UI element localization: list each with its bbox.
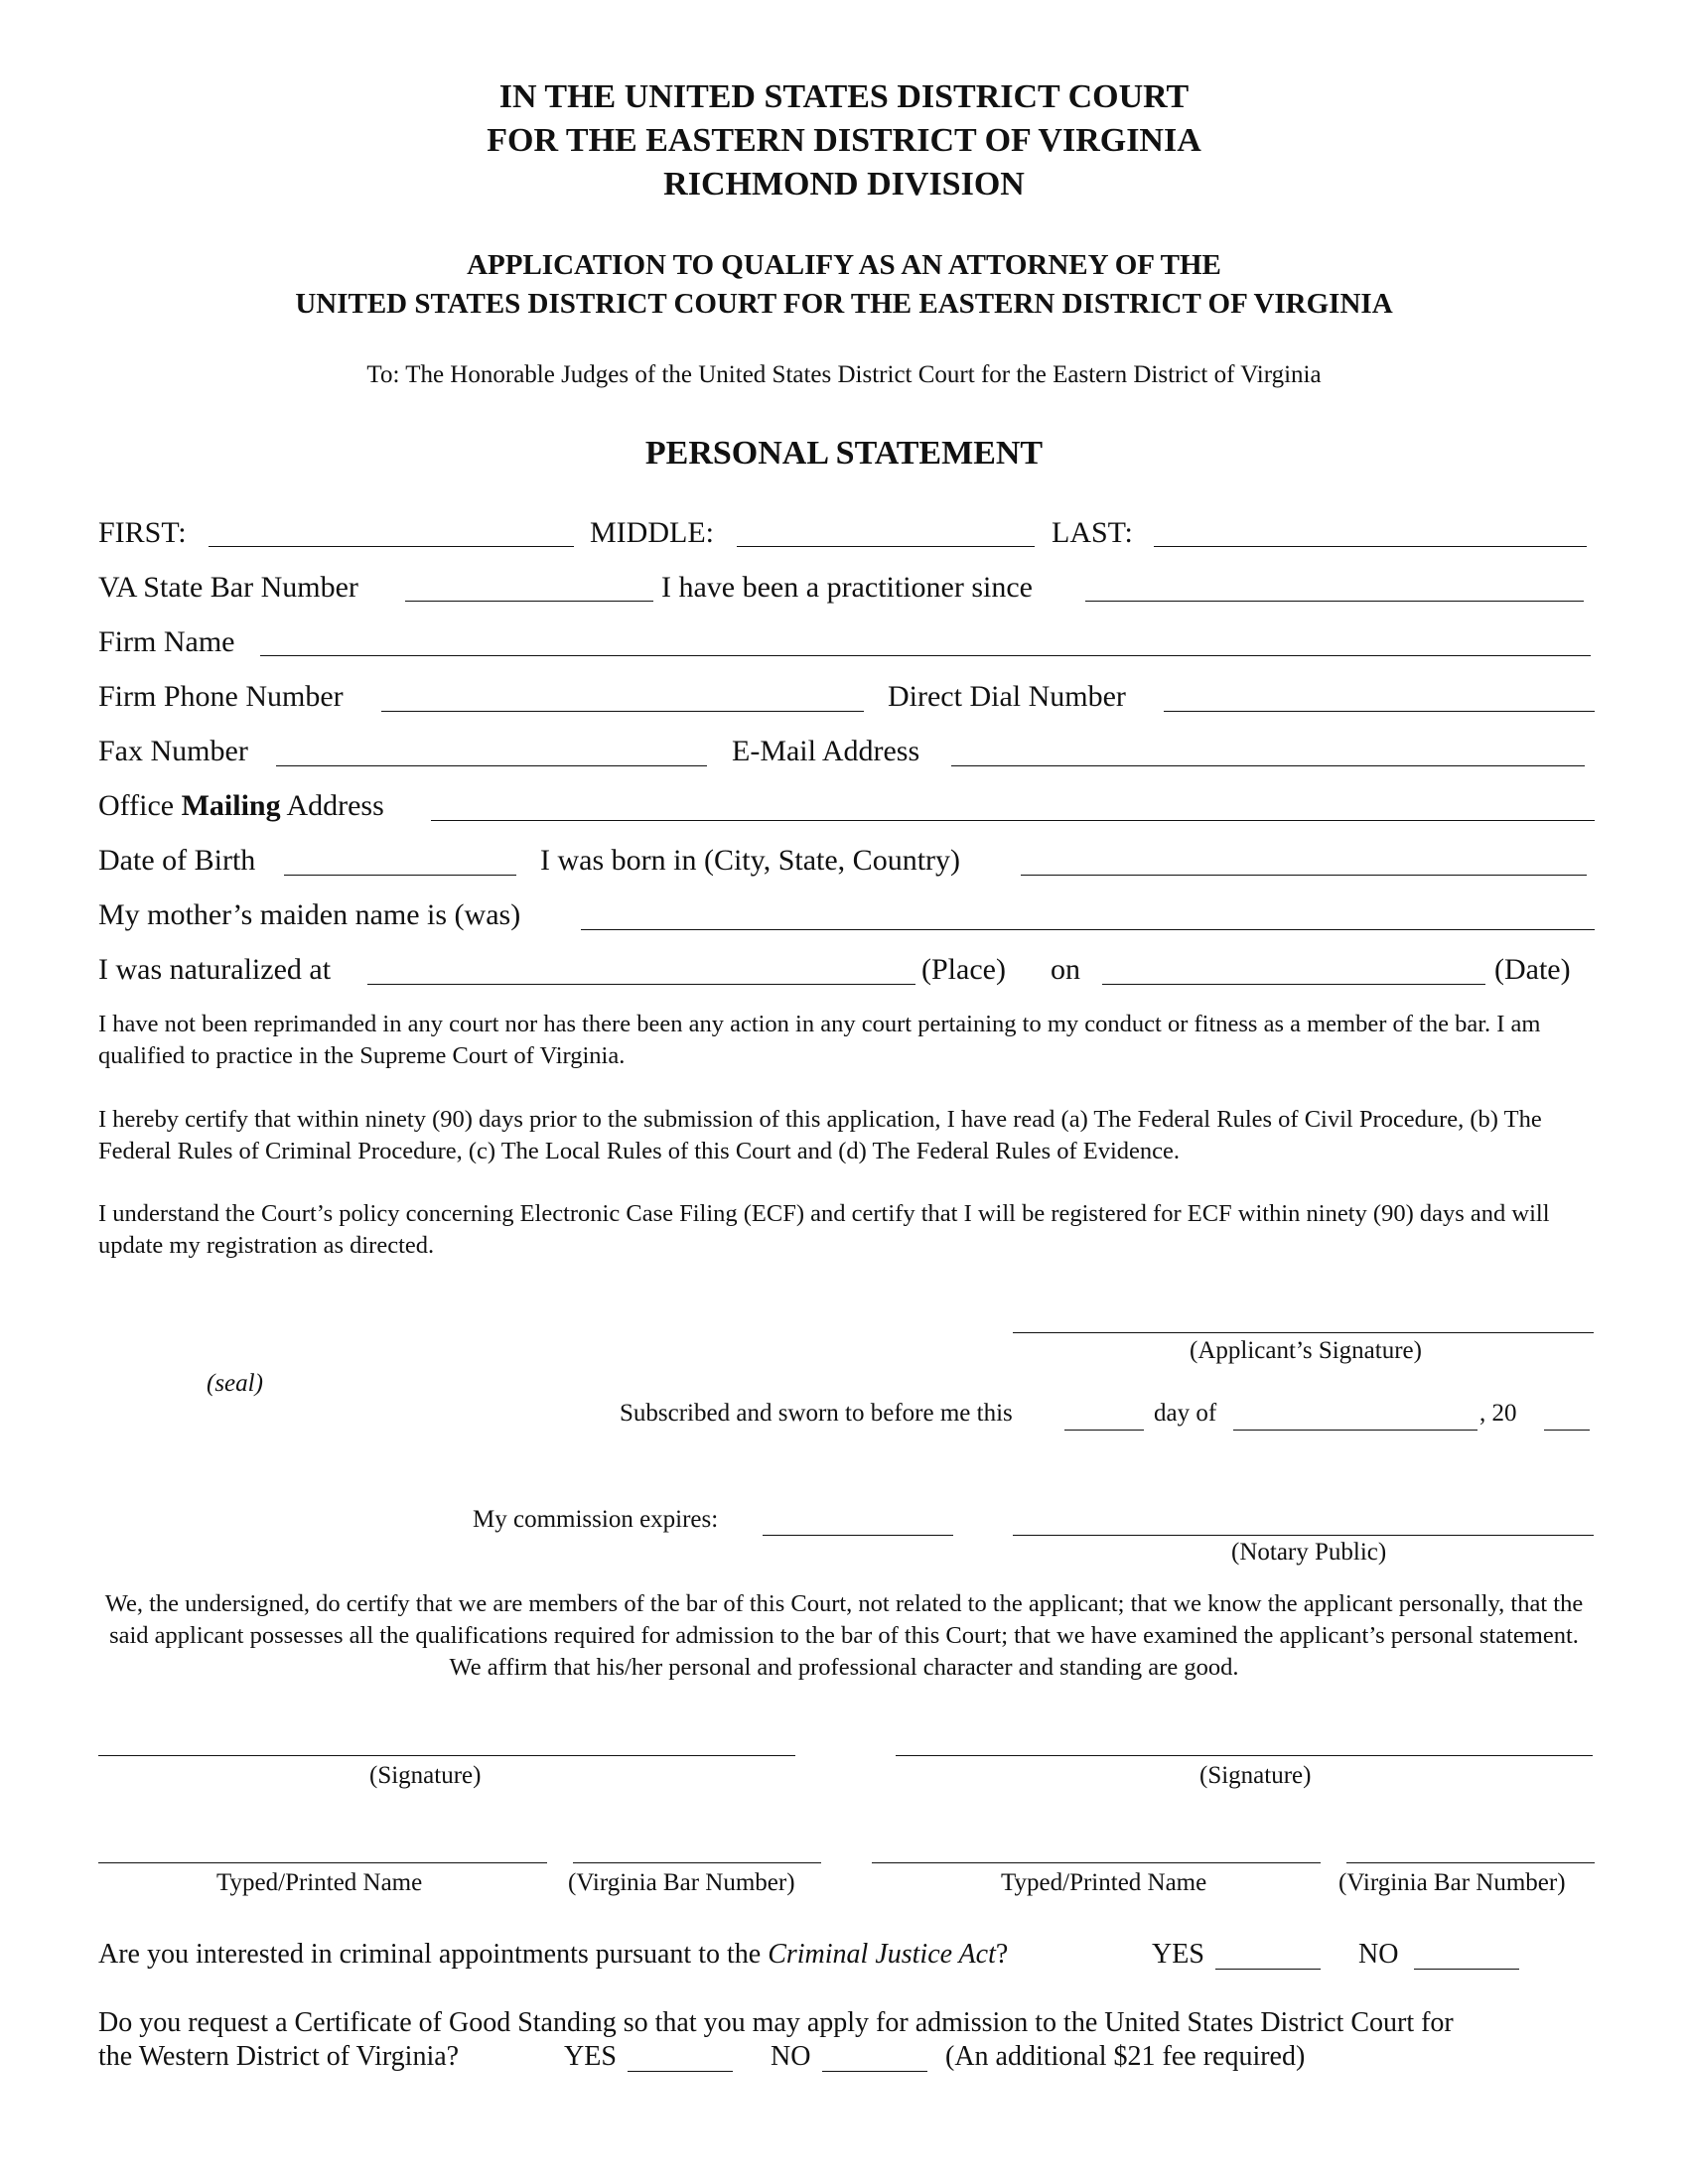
cja-no-label: NO — [1358, 1939, 1399, 1970]
first-name-label: FIRST: — [98, 516, 187, 549]
cgs-no-label: NO — [771, 2041, 811, 2072]
practitioner-since-label: I have been a practitioner since — [661, 571, 1033, 604]
sponsor1-signature-caption: (Signature) — [369, 1762, 482, 1789]
court-title-line-2: FOR THE EASTERN DISTRICT OF VIRGINIA — [487, 122, 1201, 159]
dob-field[interactable] — [284, 875, 516, 876]
mother-maiden-name-field[interactable] — [581, 929, 1595, 930]
court-title-line-3: RICHMOND DIVISION — [663, 166, 1025, 203]
firm-name-field[interactable] — [260, 655, 1591, 656]
court-title-line-1: IN THE UNITED STATES DISTRICT COURT — [498, 78, 1190, 115]
cja-no-field[interactable] — [1414, 1969, 1519, 1970]
sponsor1-bar-number-field[interactable] — [573, 1862, 821, 1863]
last-name-field[interactable] — [1154, 546, 1587, 547]
sworn-year-field[interactable] — [1544, 1430, 1590, 1431]
fax-label: Fax Number — [98, 735, 248, 767]
last-name-label: LAST: — [1052, 516, 1133, 549]
mailing-address-label: Office Mailing Address — [98, 789, 384, 822]
bar-number-field[interactable] — [405, 601, 653, 602]
statement-rules-certification: I hereby certify that within ninety (90) days prior to the submission of this application, I have read (a) The Federal Rules of Civil Procedure, (b) The Federal Rules of Criminal Procedure, (c) The Local Rules of this Court and (d) The Federal Rules of Evidence. — [98, 1106, 1542, 1164]
cja-yes-label: YES — [1152, 1939, 1204, 1970]
practitioner-since-field[interactable] — [1085, 601, 1584, 602]
naturalized-label: I was naturalized at — [98, 953, 332, 986]
year-prefix-label: , 20 — [1479, 1400, 1517, 1427]
middle-name-label: MIDDLE: — [590, 516, 714, 549]
sworn-statement-label: Subscribed and sworn to before me this — [620, 1400, 1013, 1427]
born-in-field[interactable] — [1021, 875, 1587, 876]
sponsor-certification-text: We, the undersigned, do certify that we are members of the bar of this Court, not related to the applicant; that we know the applicant personally, that the said applicant possesses all the qualifications required for admission to the bar of this Court; that we have examined the applicant’s personal statement. We affirm that his/her personal and professional character and standing are good. — [104, 1590, 1584, 1681]
cgs-yes-field[interactable] — [628, 2071, 733, 2072]
cja-question: Are you interested in criminal appointments pursuant to the Criminal Justice Act? — [98, 1939, 1009, 1970]
firm-phone-label: Firm Phone Number — [98, 680, 344, 713]
application-title-line-2: UNITED STATES DISTRICT COURT FOR THE EASTERN DISTRICT OF VIRGINIA — [295, 288, 1393, 320]
commission-expires-field[interactable] — [763, 1535, 953, 1536]
sponsor2-printed-name-caption: Typed/Printed Name — [1001, 1869, 1207, 1896]
section-title: PERSONAL STATEMENT — [644, 435, 1044, 472]
place-caption: (Place) — [921, 953, 1006, 986]
applicant-signature-field[interactable] — [1013, 1332, 1594, 1333]
sponsor2-signature-caption: (Signature) — [1199, 1762, 1312, 1789]
first-name-field[interactable] — [209, 546, 574, 547]
on-label: on — [1051, 953, 1080, 986]
cgs-yes-label: YES — [564, 2041, 617, 2072]
sponsor1-bar-number-caption: (Virginia Bar Number) — [568, 1869, 795, 1896]
sponsor1-printed-name-caption: Typed/Printed Name — [216, 1869, 423, 1896]
applicant-signature-caption: (Applicant’s Signature) — [1190, 1337, 1422, 1364]
fee-note: (An additional $21 fee required) — [945, 2041, 1306, 2072]
email-label: E-Mail Address — [732, 735, 920, 767]
email-field[interactable] — [951, 765, 1585, 766]
commission-expires-label: My commission expires: — [473, 1506, 719, 1533]
direct-dial-field[interactable] — [1164, 711, 1595, 712]
direct-dial-label: Direct Dial Number — [888, 680, 1126, 713]
bar-number-label: VA State Bar Number — [98, 571, 358, 604]
fax-field[interactable] — [276, 765, 707, 766]
day-of-label: day of — [1154, 1400, 1217, 1427]
statement-ecf: I understand the Court’s policy concerning Electronic Case Filing (ECF) and certify that I will be registered for ECF within ninety (90) days and will update my registration as directed. — [98, 1200, 1550, 1259]
sponsor1-signature-field[interactable] — [98, 1755, 795, 1756]
dob-label: Date of Birth — [98, 844, 256, 877]
sponsor1-printed-name-field[interactable] — [98, 1862, 547, 1863]
sworn-month-field[interactable] — [1233, 1430, 1477, 1431]
notary-public-caption: (Notary Public) — [1231, 1539, 1387, 1566]
seal-placeholder: (seal) — [207, 1370, 263, 1397]
naturalized-date-field[interactable] — [1102, 984, 1485, 985]
notary-signature-field[interactable] — [1013, 1535, 1594, 1536]
sponsor2-printed-name-field[interactable] — [872, 1862, 1321, 1863]
application-title-line-1: APPLICATION TO QUALIFY AS AN ATTORNEY OF THE — [467, 249, 1221, 281]
sponsor2-bar-number-caption: (Virginia Bar Number) — [1338, 1869, 1566, 1896]
addressee-line: To: The Honorable Judges of the United States District Court for the Eastern District of Virginia — [366, 361, 1322, 388]
cgs-no-field[interactable] — [822, 2071, 927, 2072]
mother-maiden-name-label: My mother’s maiden name is (was) — [98, 898, 521, 931]
cgs-question-line-2: the Western District of Virginia? — [98, 2041, 460, 2072]
sponsor2-signature-field[interactable] — [896, 1755, 1593, 1756]
statement-reprimand: I have not been reprimanded in any court nor has there been any action in any court pertaining to my conduct or fitness as a member of the bar. I am qualified to practice in the Supreme Court of Virginia. — [98, 1011, 1541, 1069]
sworn-day-field[interactable] — [1064, 1430, 1144, 1431]
sponsor2-bar-number-field[interactable] — [1346, 1862, 1595, 1863]
cja-yes-field[interactable] — [1215, 1969, 1321, 1970]
cgs-question-line-1: Do you request a Certificate of Good Standing so that you may apply for admission to the United States District Court for — [98, 2007, 1454, 2038]
date-caption: (Date) — [1494, 953, 1571, 986]
mailing-address-field[interactable] — [431, 820, 1595, 821]
firm-phone-field[interactable] — [381, 711, 864, 712]
firm-name-label: Firm Name — [98, 625, 235, 658]
born-in-label: I was born in (City, State, Country) — [540, 844, 961, 877]
naturalized-place-field[interactable] — [367, 984, 915, 985]
middle-name-field[interactable] — [737, 546, 1035, 547]
